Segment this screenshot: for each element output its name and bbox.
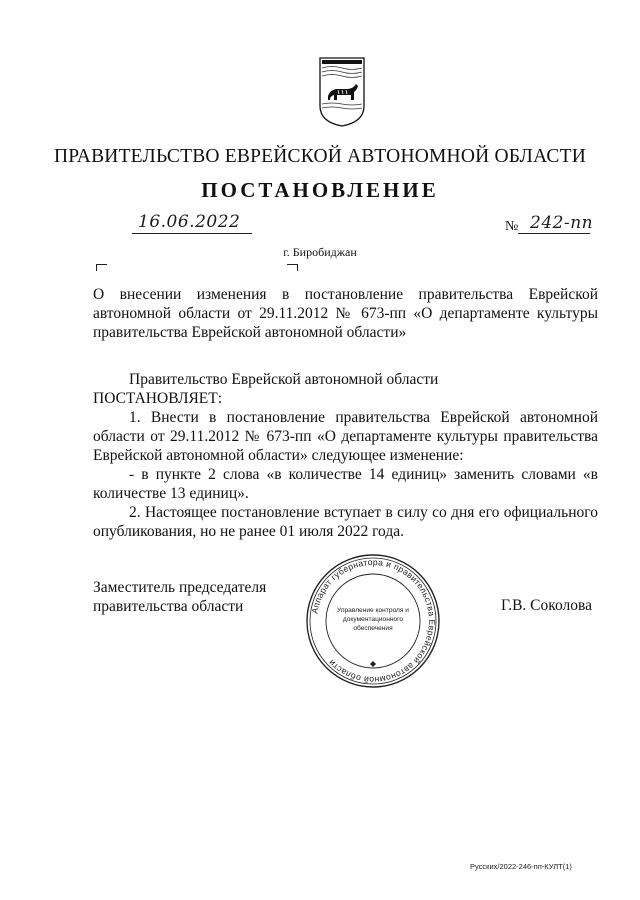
number-underline (518, 233, 590, 234)
body-item-1-sub: - в пункте 2 слова «в количестве 14 единиц» заменить словами «в количестве 13 единиц». (93, 466, 598, 502)
subject-corner-right (287, 264, 298, 271)
document-body (93, 370, 598, 541)
government-name: ПРАВИТЕЛЬСТВО ЕВРЕЙСКОЙ АВТОНОМНОЙ ОБЛАСТИ (53, 146, 587, 167)
date-underline (132, 233, 252, 234)
signatory-position-line1: Заместитель председателя (93, 579, 267, 596)
city-label: г. Биробиджан (283, 245, 357, 259)
number-sign: № (505, 219, 519, 234)
document-subject: О внесении изменения в постановление правительства Еврейской автономной области от 29.11.2012 № 673-пп «О департаменте культуры правительства Еврейской автономной области» (93, 286, 598, 341)
body-item-2: 2. Настоящее постановление вступает в силу со дня его официального опубликования, но не ранее 01 июля 2022 года. (93, 504, 598, 540)
subject-corner-left (96, 264, 107, 271)
body-preamble: Правительство Еврейской автономной области (129, 371, 439, 388)
body-decision: ПОСТАНОВЛЯЕТ: (93, 390, 223, 407)
coat-of-arms-emblem (318, 56, 366, 128)
footer-document-code: Русских/2022-246-пп-КУЛТ(1) (470, 862, 572, 871)
stamp-star-icon (370, 661, 376, 667)
stamp-inner-line1: Управление контроля и (337, 607, 409, 614)
document-type-title: ПОСТАНОВЛЕНИЕ (201, 178, 439, 202)
stamp-inner-line2: документационного (342, 616, 404, 623)
signatory-position (93, 578, 266, 616)
handwritten-date: 16.06.2022 (138, 212, 241, 232)
official-stamp (304, 552, 442, 690)
stamp-inner-line3: обеспечения (353, 625, 393, 632)
signatory-name: Г.В. Соколова (501, 597, 593, 614)
signatory-position-line2: правительства области (93, 598, 244, 615)
body-item-1: 1. Внести в постановление правительства Еврейской автономной области от 29.11.2012 № 673-пп «О департаменте культуры правительства Еврейской автономной области» следующее изменение: (93, 409, 598, 464)
stamp-outer-text: Аппарат губернатора и правительства Еврейской автономной области (309, 556, 438, 686)
handwritten-document-number: 242-пп (530, 213, 594, 233)
